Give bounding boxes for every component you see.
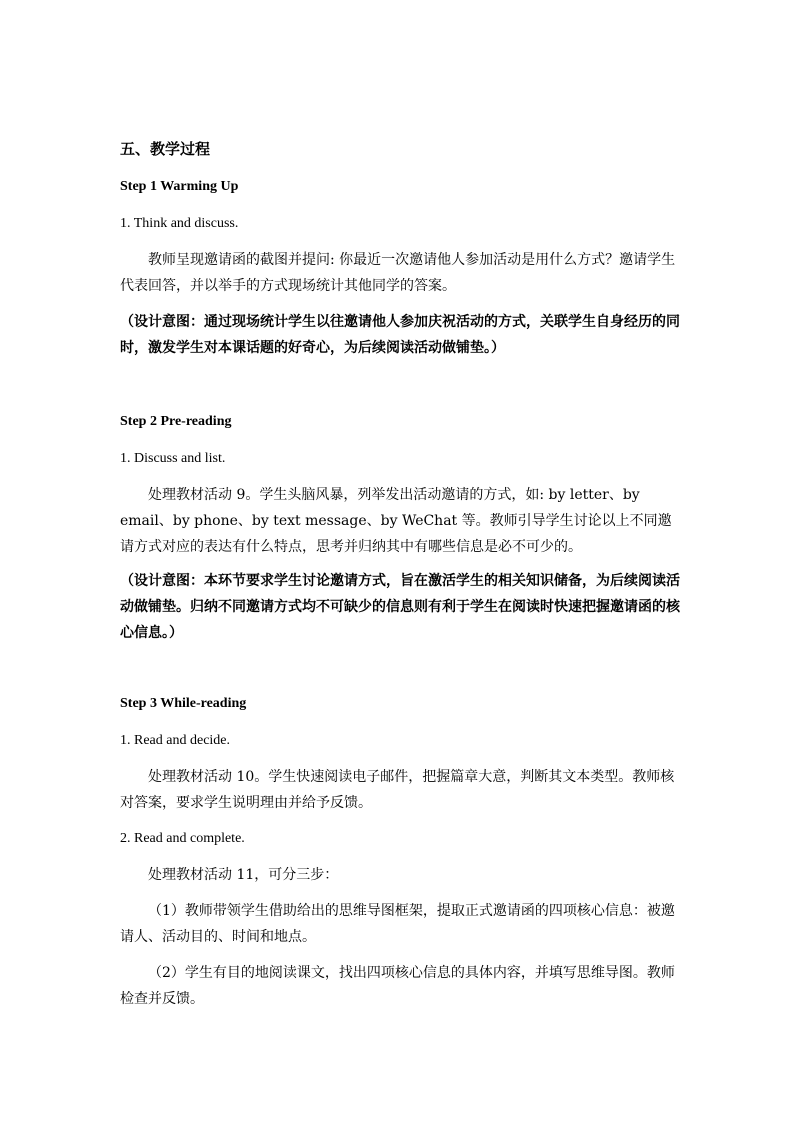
step2-paragraph: 处理教材活动 9。学生头脑风暴，列举发出活动邀请的方式，如: by letter、by email、by phone、by text message、by WeChat 等。教师引导学生讨论以上不同邀请方式对应的表达有什么特点，思考并归纳其中有哪些信息是必不可少的。 bbox=[120, 487, 672, 555]
section-title: 五、教学过程 bbox=[120, 140, 211, 158]
step1-subheading: 1. Think and discuss. bbox=[120, 216, 239, 231]
step2-title: Step 2 Pre-reading bbox=[120, 414, 232, 429]
step3-list-item-1: （1）教师带领学生借助给出的思维导图框架，提取正式邀请函的四项核心信息：被邀请人、活动目的、时间和地点。 bbox=[120, 903, 675, 945]
step1-design-note: （设计意图：通过现场统计学生以往邀请他人参加庆祝活动的方式，关联学生自身经历的同时，激发学生对本课话题的好奇心，为后续阅读活动做铺垫。） bbox=[120, 314, 680, 356]
step3-paragraph-2: 处理教材活动 11，可分三步： bbox=[148, 867, 339, 883]
step3-list-item-2: （2）学生有目的地阅读课文，找出四项核心信息的具体内容，并填写思维导图。教师检查并反馈。 bbox=[120, 965, 675, 1007]
step1-title: Step 1 Warming Up bbox=[120, 179, 239, 194]
step2-subheading: 1. Discuss and list. bbox=[120, 451, 226, 466]
step1-paragraph: 教师呈现邀请函的截图并提问: 你最近一次邀请他人参加活动是用什么方式？邀请学生代表回答，并以举手的方式现场统计其他同学的答案。 bbox=[120, 252, 676, 294]
step3-title: Step 3 While-reading bbox=[120, 696, 247, 711]
step3-subheading-2: 2. Read and complete. bbox=[120, 831, 245, 846]
step2-design-note: （设计意图：本环节要求学生讨论邀请方式，旨在激活学生的相关知识储备，为后续阅读活动做铺垫。归纳不同邀请方式均不可缺少的信息则有利于学生在阅读时快速把握邀请函的核心信息。） bbox=[120, 573, 680, 641]
step3-subheading-1: 1. Read and decide. bbox=[120, 733, 231, 748]
step3-paragraph-1: 处理教材活动 10。学生快速阅读电子邮件，把握篇章大意，判断其文本类型。教师核对答案，要求学生说明理由并给予反馈。 bbox=[120, 769, 675, 811]
